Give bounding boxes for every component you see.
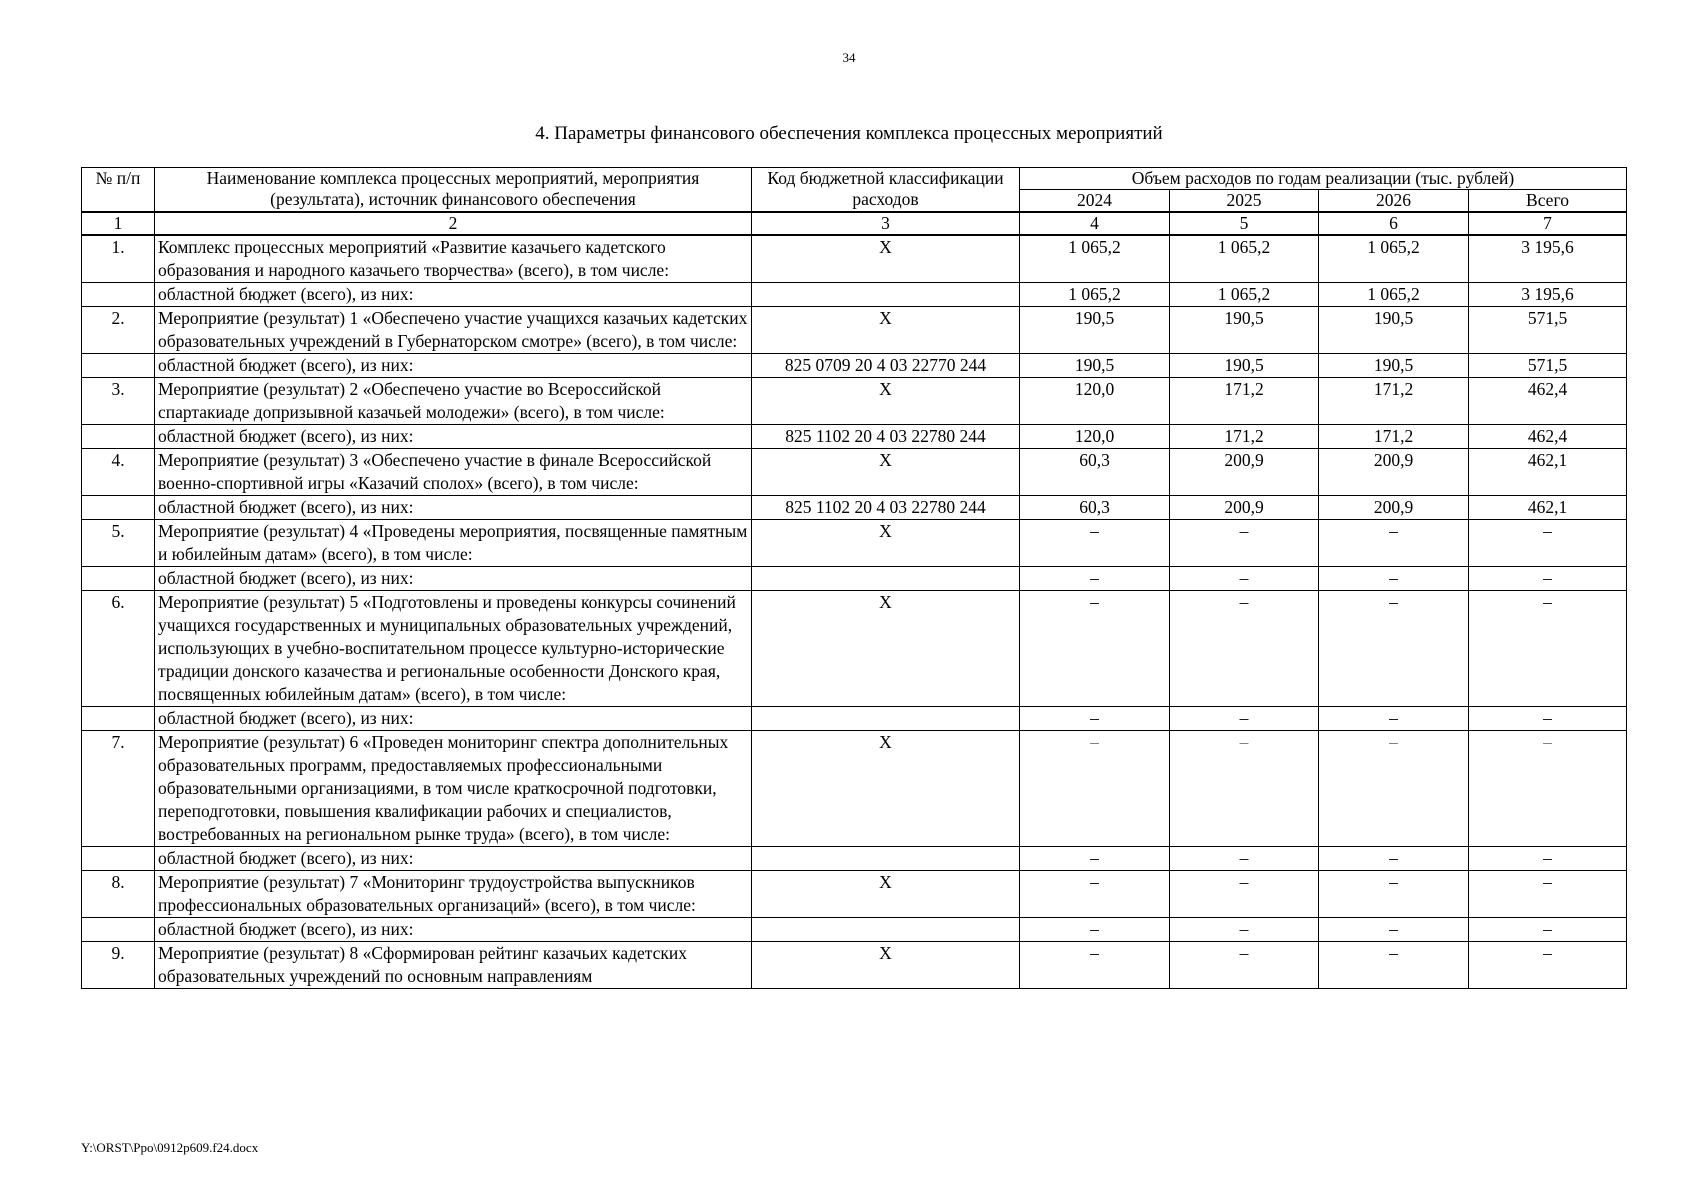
header-row-1 xyxy=(82,168,1627,190)
header-total: Всего xyxy=(1469,190,1627,213)
header-name: Наименование комплекса процессных мероприятий, мероприятия (результата), источник финансового обеспечения xyxy=(155,168,752,213)
row-value-2026: 200,9 xyxy=(1319,449,1469,496)
row-value-2024: 60,3 xyxy=(1020,449,1170,496)
column-number: 7 xyxy=(1469,212,1627,235)
row-name: Мероприятие (результат) 3 «Обеспечено участие в финале Всероссийской военно-спортивной игры «Казачий сполох» (всего), в том числе: xyxy=(155,449,752,496)
row-budget-code xyxy=(752,567,1020,591)
row-value-2026: – xyxy=(1319,731,1469,847)
row-value-2024: – xyxy=(1020,520,1170,567)
row-budget-code: Х xyxy=(752,942,1020,989)
row-value-2025: 171,2 xyxy=(1170,425,1319,449)
row-value-total: 571,5 xyxy=(1469,307,1627,354)
column-numbers-row xyxy=(82,212,1627,235)
row-value-2026: 171,2 xyxy=(1319,425,1469,449)
row-value-2025: 1 065,2 xyxy=(1170,283,1319,307)
page-number: 34 xyxy=(842,50,856,65)
row-name: Мероприятие (результат) 2 «Обеспечено участие во Всероссийской спартакиаде допризывной казачьей молодежи» (всего), в том числе: xyxy=(155,378,752,425)
row-name: областной бюджет (всего), из них: xyxy=(155,918,752,942)
row-name: Мероприятие (результат) 5 «Подготовлены и проведены конкурсы сочинений учащихся государственных и муниципальных образовательных учреждений, использующих в учебно-воспитательном процессе культурно-исторические традиции донского казачества и региональные особенности Донского края, посвященных юбилейным датам» (всего), в том числе: xyxy=(155,591,752,707)
section-title: 4. Параметры финансового обеспечения комплекса процессных мероприятий xyxy=(535,123,1163,144)
header-code: Код бюджетной классификации расходов xyxy=(752,168,1020,213)
row-value-2024: 60,3 xyxy=(1020,496,1170,520)
row-value-total: – xyxy=(1469,591,1627,707)
column-number: 5 xyxy=(1170,212,1319,235)
row-value-total: – xyxy=(1469,707,1627,731)
row-value-total: – xyxy=(1469,847,1627,871)
row-budget-code: Х xyxy=(752,449,1020,496)
row-name: Мероприятие (результат) 1 «Обеспечено участие учащихся казачьих кадетских образовательных учреждений в Губернаторском смотре» (всего), в том числе: xyxy=(155,307,752,354)
row-value-2024: 120,0 xyxy=(1020,425,1170,449)
row-value-2026: – xyxy=(1319,942,1469,989)
row-budget-code: Х xyxy=(752,378,1020,425)
row-number: 1. xyxy=(82,235,155,283)
column-number: 1 xyxy=(82,212,155,235)
table-row xyxy=(82,354,1627,378)
row-value-2025: – xyxy=(1170,731,1319,847)
row-value-2024: – xyxy=(1020,871,1170,918)
row-value-2025: 1 065,2 xyxy=(1170,235,1319,283)
column-number: 2 xyxy=(155,212,752,235)
table-row xyxy=(82,425,1627,449)
row-budget-code xyxy=(752,847,1020,871)
row-value-total: – xyxy=(1469,731,1627,847)
file-path-footer: Y:\ORST\Ppo\0912p609.f24.docx xyxy=(81,1140,259,1155)
row-budget-code xyxy=(752,918,1020,942)
row-value-2026: 190,5 xyxy=(1319,354,1469,378)
row-value-2024: – xyxy=(1020,707,1170,731)
row-number: 7. xyxy=(82,731,155,847)
table-row xyxy=(82,283,1627,307)
row-value-total: – xyxy=(1469,520,1627,567)
row-budget-code: Х xyxy=(752,591,1020,707)
row-name: Мероприятие (результат) 6 «Проведен мониторинг спектра дополнительных образовательных программ, предоставляемых профессиональными образовательными организациями, в том числе краткосрочной подготовки, переподготовки, повышения квалификации рабочих и специалистов, востребованных на региональном рынке труда» (всего), в том числе: xyxy=(155,731,752,847)
header-year: 2025 xyxy=(1170,190,1319,213)
table-row xyxy=(82,520,1627,567)
row-value-2024: 190,5 xyxy=(1020,307,1170,354)
header-volume: Объем расходов по годам реализации (тыс. рублей) xyxy=(1020,168,1627,190)
row-value-2024: 120,0 xyxy=(1020,378,1170,425)
row-value-total: 462,4 xyxy=(1469,425,1627,449)
row-name: областной бюджет (всего), из них: xyxy=(155,567,752,591)
table-row xyxy=(82,847,1627,871)
row-number xyxy=(82,918,155,942)
row-value-total: 462,1 xyxy=(1469,449,1627,496)
header-year: 2024 xyxy=(1020,190,1170,213)
row-value-2026: 171,2 xyxy=(1319,378,1469,425)
row-value-total: 462,4 xyxy=(1469,378,1627,425)
row-name: Мероприятие (результат) 4 «Проведены мероприятия, посвященные памятным и юбилейным датам» (всего), в том числе: xyxy=(155,520,752,567)
row-number xyxy=(82,567,155,591)
table-row xyxy=(82,918,1627,942)
row-value-total: 571,5 xyxy=(1469,354,1627,378)
row-value-total: – xyxy=(1469,567,1627,591)
row-number xyxy=(82,425,155,449)
row-value-2024: 190,5 xyxy=(1020,354,1170,378)
row-value-total: – xyxy=(1469,942,1627,989)
row-value-2025: – xyxy=(1170,871,1319,918)
row-number xyxy=(82,496,155,520)
table-row xyxy=(82,707,1627,731)
row-value-2024: – xyxy=(1020,567,1170,591)
table-row xyxy=(82,871,1627,918)
table-row xyxy=(82,942,1627,989)
row-value-2024: – xyxy=(1020,591,1170,707)
row-value-2025: 190,5 xyxy=(1170,354,1319,378)
row-number xyxy=(82,847,155,871)
row-budget-code xyxy=(752,707,1020,731)
table-row xyxy=(82,731,1627,847)
row-value-2024: 1 065,2 xyxy=(1020,283,1170,307)
row-budget-code: 825 0709 20 4 03 22770 244 xyxy=(752,354,1020,378)
header-num: № п/п xyxy=(82,168,155,213)
row-number: 9. xyxy=(82,942,155,989)
row-number: 2. xyxy=(82,307,155,354)
row-number xyxy=(82,707,155,731)
row-value-total: 3 195,6 xyxy=(1469,235,1627,283)
row-value-total: 3 195,6 xyxy=(1469,283,1627,307)
header-year: 2026 xyxy=(1319,190,1469,213)
table-body xyxy=(82,235,1627,989)
row-value-total: 462,1 xyxy=(1469,496,1627,520)
row-name: областной бюджет (всего), из них: xyxy=(155,707,752,731)
row-budget-code xyxy=(752,283,1020,307)
row-name: Комплекс процессных мероприятий «Развитие казачьего кадетского образования и народного казачьего творчества» (всего), в том числе: xyxy=(155,235,752,283)
row-value-2025: 190,5 xyxy=(1170,307,1319,354)
row-budget-code: 825 1102 20 4 03 22780 244 xyxy=(752,496,1020,520)
row-number: 3. xyxy=(82,378,155,425)
row-value-2026: – xyxy=(1319,847,1469,871)
row-budget-code: Х xyxy=(752,520,1020,567)
row-name: областной бюджет (всего), из них: xyxy=(155,425,752,449)
row-name: областной бюджет (всего), из них: xyxy=(155,354,752,378)
row-value-2024: – xyxy=(1020,847,1170,871)
row-number: 6. xyxy=(82,591,155,707)
row-value-2025: 200,9 xyxy=(1170,496,1319,520)
column-number: 4 xyxy=(1020,212,1170,235)
row-budget-code: Х xyxy=(752,235,1020,283)
row-number xyxy=(82,283,155,307)
row-budget-code: Х xyxy=(752,871,1020,918)
row-value-2025: 171,2 xyxy=(1170,378,1319,425)
row-name: областной бюджет (всего), из них: xyxy=(155,496,752,520)
table-row xyxy=(82,591,1627,707)
row-value-2025: – xyxy=(1170,847,1319,871)
row-value-2025: – xyxy=(1170,942,1319,989)
row-value-2026: 1 065,2 xyxy=(1319,235,1469,283)
row-value-2025: – xyxy=(1170,567,1319,591)
row-value-2024: 1 065,2 xyxy=(1020,235,1170,283)
column-number: 6 xyxy=(1319,212,1469,235)
row-budget-code: Х xyxy=(752,731,1020,847)
table-row xyxy=(82,567,1627,591)
table-row xyxy=(82,378,1627,425)
row-name: областной бюджет (всего), из них: xyxy=(155,283,752,307)
financing-table xyxy=(81,167,1627,989)
row-value-2026: – xyxy=(1319,591,1469,707)
row-name: областной бюджет (всего), из них: xyxy=(155,847,752,871)
row-budget-code: Х xyxy=(752,307,1020,354)
row-number: 4. xyxy=(82,449,155,496)
row-value-2025: – xyxy=(1170,707,1319,731)
row-value-2026: – xyxy=(1319,520,1469,567)
row-value-total: – xyxy=(1469,871,1627,918)
column-number: 3 xyxy=(752,212,1020,235)
row-name: Мероприятие (результат) 8 «Сформирован рейтинг казачьих кадетских образовательных учреждений по основным направлениям xyxy=(155,942,752,989)
row-value-2026: – xyxy=(1319,707,1469,731)
table-row xyxy=(82,307,1627,354)
row-value-2026: 1 065,2 xyxy=(1319,283,1469,307)
row-value-2026: 190,5 xyxy=(1319,307,1469,354)
row-budget-code: 825 1102 20 4 03 22780 244 xyxy=(752,425,1020,449)
table-row xyxy=(82,496,1627,520)
row-number: 8. xyxy=(82,871,155,918)
row-value-2025: – xyxy=(1170,591,1319,707)
row-name: Мероприятие (результат) 7 «Мониторинг трудоустройства выпускников профессиональных образовательных организаций» (всего), в том числе: xyxy=(155,871,752,918)
row-value-2024: – xyxy=(1020,942,1170,989)
row-value-2025: – xyxy=(1170,918,1319,942)
row-value-2026: – xyxy=(1319,567,1469,591)
row-value-2025: 200,9 xyxy=(1170,449,1319,496)
row-value-total: – xyxy=(1469,918,1627,942)
row-value-2024: – xyxy=(1020,918,1170,942)
row-value-2026: – xyxy=(1319,871,1469,918)
row-number xyxy=(82,354,155,378)
row-value-2024: – xyxy=(1020,731,1170,847)
row-value-2026: 200,9 xyxy=(1319,496,1469,520)
row-value-2025: – xyxy=(1170,520,1319,567)
row-number: 5. xyxy=(82,520,155,567)
table-row xyxy=(82,235,1627,283)
row-value-2026: – xyxy=(1319,918,1469,942)
table-row xyxy=(82,449,1627,496)
